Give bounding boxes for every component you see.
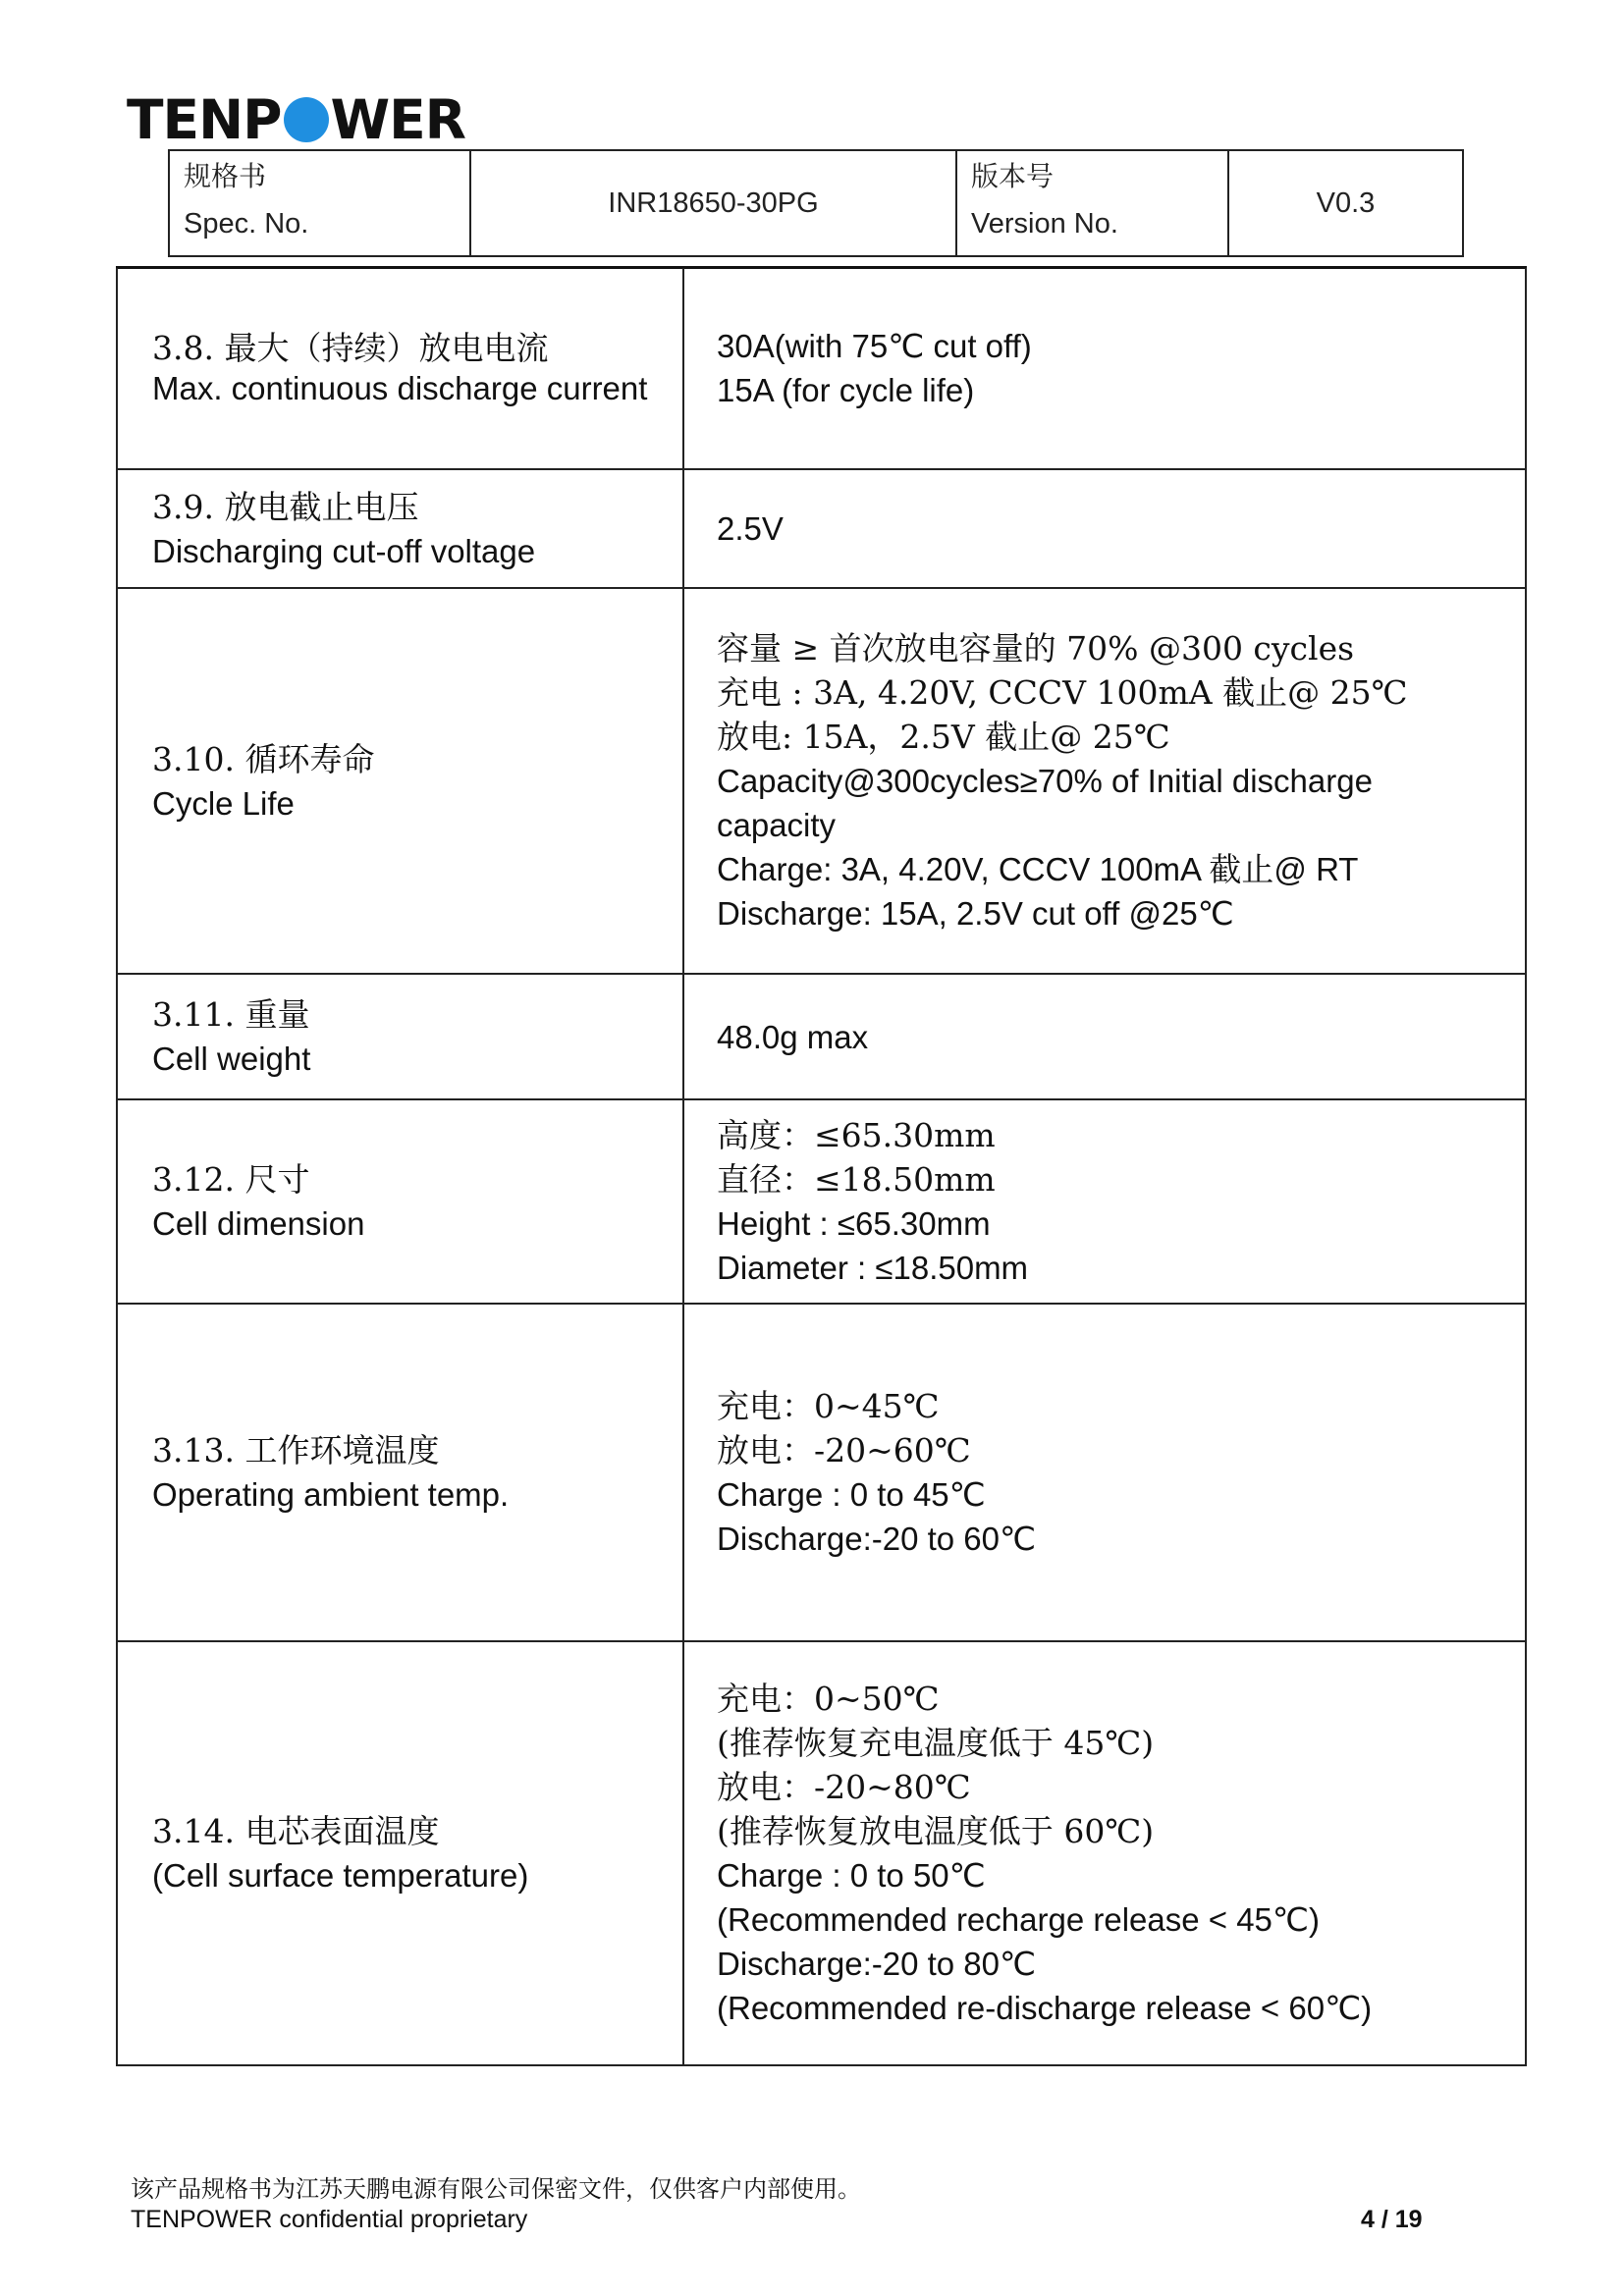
row-label-en: Cycle Life — [152, 784, 295, 822]
spec-label-cell — [170, 151, 471, 255]
row-label-zh: 3.8. 最大（持续）放电电流 — [152, 329, 549, 367]
spec-label-en: Spec. No. — [184, 208, 309, 240]
footer-confidential-zh: 该产品规格书为江苏天鹏电源有限公司保密文件，仅供客户内部使用。 — [131, 2175, 861, 2203]
value-line: Discharge:-20 to 60℃ — [717, 1521, 1037, 1557]
spec-row-value — [684, 1100, 1525, 1303]
logo-text-end: WER — [330, 88, 466, 151]
spec-row-value — [684, 975, 1525, 1098]
row-label-en: Operating ambient temp. — [152, 1476, 510, 1513]
spec-value-cell — [471, 151, 957, 255]
row-label-zh: 3.14. 电芯表面温度 — [152, 1812, 440, 1850]
row-label-zh: 3.12. 尺寸 — [152, 1160, 310, 1199]
value-line: 直径：≤18.50mm — [717, 1160, 996, 1199]
spec-row-operating-temp — [118, 1305, 1525, 1642]
row-label-en: Cell weight — [152, 1041, 311, 1077]
value-line: 充电：0~45℃ — [717, 1387, 940, 1425]
spec-row-value — [684, 1642, 1525, 2064]
version-label-cell — [957, 151, 1229, 255]
company-logo — [127, 90, 465, 149]
spec-table — [116, 268, 1527, 2066]
spec-row-label — [118, 470, 684, 587]
value-line: Discharge:-20 to 80℃ — [717, 1946, 1037, 1982]
value-line: Height : ≤65.30mm — [717, 1205, 991, 1242]
value-line: 充电：0~50℃ — [717, 1680, 940, 1718]
header-table — [168, 149, 1464, 257]
value-line: 48.0g max — [717, 1018, 869, 1055]
row-label-en: Cell dimension — [152, 1205, 365, 1242]
spec-row-label — [118, 268, 684, 468]
spec-row-label — [118, 1305, 684, 1640]
logo-text-start: TENP — [127, 88, 282, 151]
spec-row-cell-weight — [118, 975, 1525, 1100]
row-label-zh: 3.9. 放电截止电压 — [152, 487, 419, 526]
spec-row-max-discharge-current — [118, 268, 1525, 470]
spec-row-value — [684, 470, 1525, 587]
row-label-zh: 3.11. 重量 — [152, 995, 310, 1034]
value-line: 放电: 15A，2.5V 截止@ 25℃ — [717, 718, 1170, 756]
spec-row-surface-temp — [118, 1642, 1525, 2066]
value-line: 容量 ≥ 首次放电容量的 70% @300 cycles — [717, 629, 1355, 667]
spec-row-cell-dimension — [118, 1100, 1525, 1305]
spec-row-label — [118, 589, 684, 973]
version-value: V0.3 — [1316, 187, 1376, 219]
version-label-en: Version No. — [971, 208, 1118, 240]
page-number: 4 / 19 — [1361, 2206, 1423, 2233]
row-label-en: (Cell surface temperature) — [152, 1857, 529, 1894]
spec-row-label — [118, 1642, 684, 2064]
spec-row-label — [118, 975, 684, 1098]
row-label-zh: 3.13. 工作环境温度 — [152, 1431, 440, 1469]
value-line: Charge : 0 to 45℃ — [717, 1476, 986, 1513]
value-line: 2.5V — [717, 510, 784, 547]
value-line: Capacity@300cycles≥70% of Initial discharge capacity — [717, 763, 1373, 843]
row-label-en: Discharging cut-off voltage — [152, 532, 536, 569]
value-line: (Recommended recharge release < 45℃) — [717, 1901, 1320, 1938]
value-line: 30A(with 75℃ cut off) — [717, 328, 1032, 364]
value-line: Discharge: 15A, 2.5V cut off @25℃ — [717, 895, 1234, 932]
row-label-zh: 3.10. 循环寿命 — [152, 739, 375, 778]
logo-dot-icon — [284, 97, 329, 142]
spec-row-label — [118, 1100, 684, 1303]
value-line: 放电：-20~60℃ — [717, 1431, 971, 1469]
value-line: Charge: 3A, 4.20V, CCCV 100mA 截止@ RT — [717, 851, 1359, 887]
value-line: Charge : 0 to 50℃ — [717, 1857, 986, 1894]
spec-value: INR18650-30PG — [608, 187, 819, 219]
value-line: 15A (for cycle life) — [717, 372, 975, 408]
spec-row-cycle-life — [118, 589, 1525, 975]
value-line: 高度：≤65.30mm — [717, 1116, 996, 1154]
version-label-zh: 版本号 — [971, 160, 1055, 192]
value-line: (推荐恢复充电温度低于 45℃) — [717, 1724, 1155, 1762]
value-line: 充电 : 3A, 4.20V, CCCV 100mA 截止@ 25℃ — [717, 673, 1408, 712]
spec-label-zh: 规格书 — [184, 160, 267, 192]
spec-row-cutoff-voltage — [118, 470, 1525, 589]
spec-row-value — [684, 268, 1525, 468]
spec-row-value — [684, 1305, 1525, 1640]
value-line: 放电：-20~80℃ — [717, 1768, 971, 1806]
spec-row-value — [684, 589, 1525, 973]
value-line: (Recommended re-discharge release < 60℃) — [717, 1990, 1373, 2026]
value-line: (推荐恢复放电温度低于 60℃) — [717, 1812, 1155, 1850]
footer-confidential-en: TENPOWER confidential proprietary — [131, 2206, 528, 2233]
row-label-en: Max. continuous discharge current — [152, 370, 648, 406]
value-line: Diameter : ≤18.50mm — [717, 1250, 1029, 1286]
version-value-cell — [1229, 151, 1462, 255]
